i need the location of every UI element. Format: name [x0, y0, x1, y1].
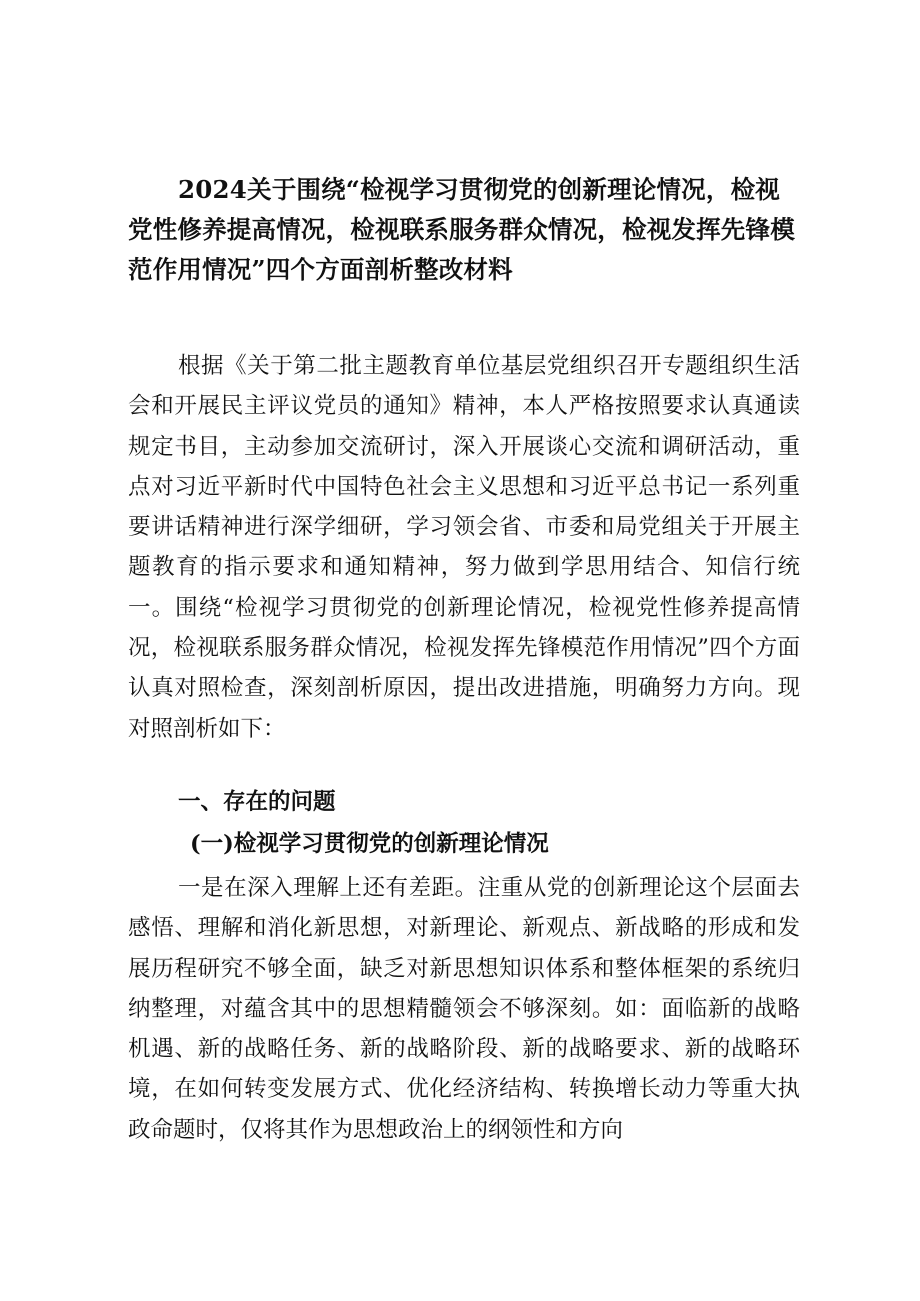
section-heading-problems: 一、存在的问题 — [178, 789, 336, 815]
document-title: 2024关于围绕“检视学习贯彻党的创新理论情况，检视党性修养提高情况，检视联系服务群众情况，检视发挥先锋模范作用情况”四个方面剖析整改材料 — [128, 175, 795, 284]
subsection-heading-theory: (一)检视学习贯彻党的创新理论情况 — [190, 831, 549, 857]
paragraph-first-point: 一是在深入理解上还有差距。注重从党的创新理论这个层面去感悟、理解和消化新思想，对新理论、新观点、新战略的形成和发展历程研究不够全面，缺乏对新思想知识体系和整体框架的系统归纳整理，对蕴含其中的思想精髓领会不够深刻。如：面临新的战略机遇、新的战略任务、新的战略阶段、新的战略要求、新的战略环境，在如何转变发展方式、优化经济结构、转换增长动力等重大执政命题时，仅将其作为思想政治上的纲领性和方向 — [128, 875, 800, 1143]
intro-paragraph: 根据《关于第二批主题教育单位基层党组织召开专题组织生活会和开展民主评议党员的通知》精神，本人严格按照要求认真通读规定书目，主动参加交流研讨，深入开展谈心交流和调研活动，重点对习近平新时代中国特色社会主义思想和习近平总书记一系列重要讲话精神进行深学细研，学习领会省、市委和局党组关于开展主题教育的指示要求和通知精神，努力做到学思用结合、知信行统一。围绕“检视学习贯彻党的创新理论情况，检视党性修养提高情况，检视联系服务群众情况，检视发挥先锋模范作用情况”四个方面认真对照检查，深刻剖析原因，提出改进措施，明确努力方向。现对照剖析如下： — [128, 353, 800, 742]
